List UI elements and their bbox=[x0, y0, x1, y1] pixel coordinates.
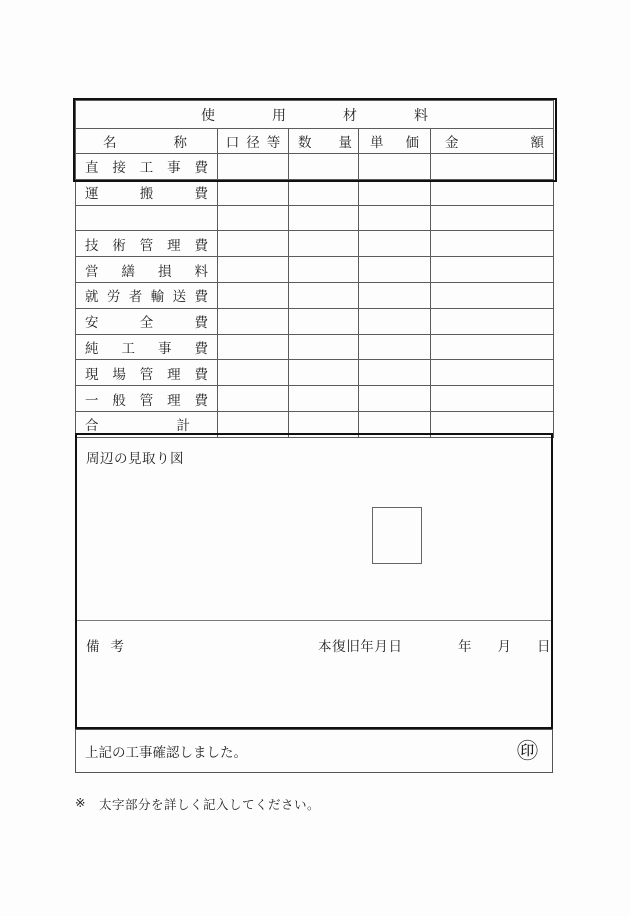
table-row bbox=[76, 282, 554, 308]
diameter-cell bbox=[218, 179, 289, 205]
quantity-cell bbox=[289, 257, 359, 283]
column-header-amount-label: 金 額 bbox=[445, 135, 545, 150]
table-row bbox=[76, 205, 554, 231]
unit-price-cell bbox=[359, 179, 431, 205]
quantity-cell bbox=[289, 231, 359, 257]
unit-price-cell bbox=[359, 360, 431, 386]
date-fields bbox=[458, 635, 551, 655]
amount-cell bbox=[431, 257, 554, 283]
amount-cell bbox=[431, 386, 554, 412]
row-label: 安 全 費 bbox=[85, 315, 208, 331]
quantity-cell bbox=[289, 282, 359, 308]
column-header-diameter-label: 口 径 等 bbox=[225, 135, 281, 150]
amount-cell bbox=[431, 179, 554, 205]
quantity-cell bbox=[289, 360, 359, 386]
quantity-cell bbox=[289, 179, 359, 205]
column-header-diameter bbox=[218, 129, 289, 154]
column-header-quantity-label: 数 量 bbox=[298, 135, 352, 150]
column-header-amount bbox=[431, 129, 554, 154]
day-label: 日 bbox=[537, 639, 551, 654]
table-row bbox=[76, 360, 554, 386]
quantity-cell bbox=[289, 205, 359, 231]
diameter-cell bbox=[218, 205, 289, 231]
amount-cell bbox=[431, 282, 554, 308]
row-label: 技 術 管 理 費 bbox=[85, 237, 208, 253]
confirmation-strip bbox=[75, 729, 553, 773]
amount-cell bbox=[431, 154, 554, 180]
name-cell bbox=[76, 334, 218, 360]
diameter-cell bbox=[218, 360, 289, 386]
column-header-quantity bbox=[289, 129, 359, 154]
row-label: 合 計 bbox=[85, 418, 190, 434]
footnote-text: 太字部分を詳しく記入してください。 bbox=[98, 798, 320, 812]
diameter-cell bbox=[218, 257, 289, 283]
unit-price-cell bbox=[359, 205, 431, 231]
row-label: 営 繕 損 料 bbox=[85, 263, 208, 279]
row-label: 就 労 者 輸 送 費 bbox=[85, 289, 208, 305]
diameter-cell bbox=[218, 334, 289, 360]
restoration-date-label: 本復旧年月日 bbox=[318, 639, 403, 654]
column-header-unit-price-label: 単 価 bbox=[370, 135, 419, 150]
table-header-row bbox=[76, 129, 554, 154]
row-label: 現 場 管 理 費 bbox=[85, 366, 208, 382]
month-label: 月 bbox=[497, 639, 511, 654]
unit-price-cell bbox=[359, 308, 431, 334]
row-label: 運 搬 費 bbox=[85, 186, 208, 202]
row-label: 純 工 事 費 bbox=[85, 340, 208, 356]
amount-cell bbox=[431, 231, 554, 257]
year-label: 年 bbox=[458, 639, 472, 654]
footnote bbox=[75, 795, 320, 813]
amount-cell bbox=[431, 308, 554, 334]
table-title-row bbox=[76, 101, 554, 129]
table-row bbox=[76, 334, 554, 360]
table-row bbox=[76, 257, 554, 283]
name-cell bbox=[76, 179, 218, 205]
name-cell bbox=[76, 205, 218, 231]
amount-cell bbox=[431, 360, 554, 386]
unit-price-cell bbox=[359, 154, 431, 180]
unit-price-cell bbox=[359, 257, 431, 283]
table-title: 使 用 材 料 bbox=[201, 108, 429, 124]
diameter-cell bbox=[218, 386, 289, 412]
quantity-cell bbox=[289, 334, 359, 360]
name-cell bbox=[76, 360, 218, 386]
amount-cell bbox=[431, 205, 554, 231]
name-cell bbox=[76, 386, 218, 412]
seal-icon: ㊞ bbox=[517, 738, 538, 763]
name-cell bbox=[76, 308, 218, 334]
unit-price-cell bbox=[359, 386, 431, 412]
quantity-cell bbox=[289, 154, 359, 180]
column-header-name-label: 名 称 bbox=[103, 135, 187, 150]
diameter-cell bbox=[218, 282, 289, 308]
sketch-placeholder-rect bbox=[372, 507, 422, 564]
materials-table bbox=[75, 100, 554, 438]
row-label: 一 般 管 理 費 bbox=[85, 392, 208, 408]
quantity-cell bbox=[289, 308, 359, 334]
confirmation-text: 上記の工事確認しました。 bbox=[85, 745, 247, 760]
sketch-and-remarks-box bbox=[75, 433, 553, 729]
unit-price-cell bbox=[359, 334, 431, 360]
column-header-name bbox=[76, 129, 218, 154]
diameter-cell bbox=[218, 308, 289, 334]
table-row bbox=[76, 308, 554, 334]
table-row bbox=[76, 386, 554, 412]
remarks-divider bbox=[77, 620, 551, 621]
table-row bbox=[76, 231, 554, 257]
remarks-label: 備 考 bbox=[86, 639, 124, 654]
footnote-marker: ※ bbox=[75, 796, 86, 810]
name-cell bbox=[76, 257, 218, 283]
diameter-cell bbox=[218, 154, 289, 180]
table-title-cell bbox=[76, 101, 554, 129]
diameter-cell bbox=[218, 231, 289, 257]
name-cell bbox=[76, 231, 218, 257]
unit-price-cell bbox=[359, 231, 431, 257]
unit-price-cell bbox=[359, 282, 431, 308]
name-cell bbox=[76, 154, 218, 180]
table-row bbox=[76, 154, 554, 180]
amount-cell bbox=[431, 334, 554, 360]
name-cell bbox=[76, 282, 218, 308]
quantity-cell bbox=[289, 386, 359, 412]
materials-table-body bbox=[76, 154, 554, 438]
table-row bbox=[76, 179, 554, 205]
column-header-unit-price bbox=[359, 129, 431, 154]
sketch-section-label: 周辺の見取り図 bbox=[86, 451, 184, 466]
row-label: 直 接 工 事 費 bbox=[85, 160, 208, 176]
row-label bbox=[76, 206, 217, 231]
